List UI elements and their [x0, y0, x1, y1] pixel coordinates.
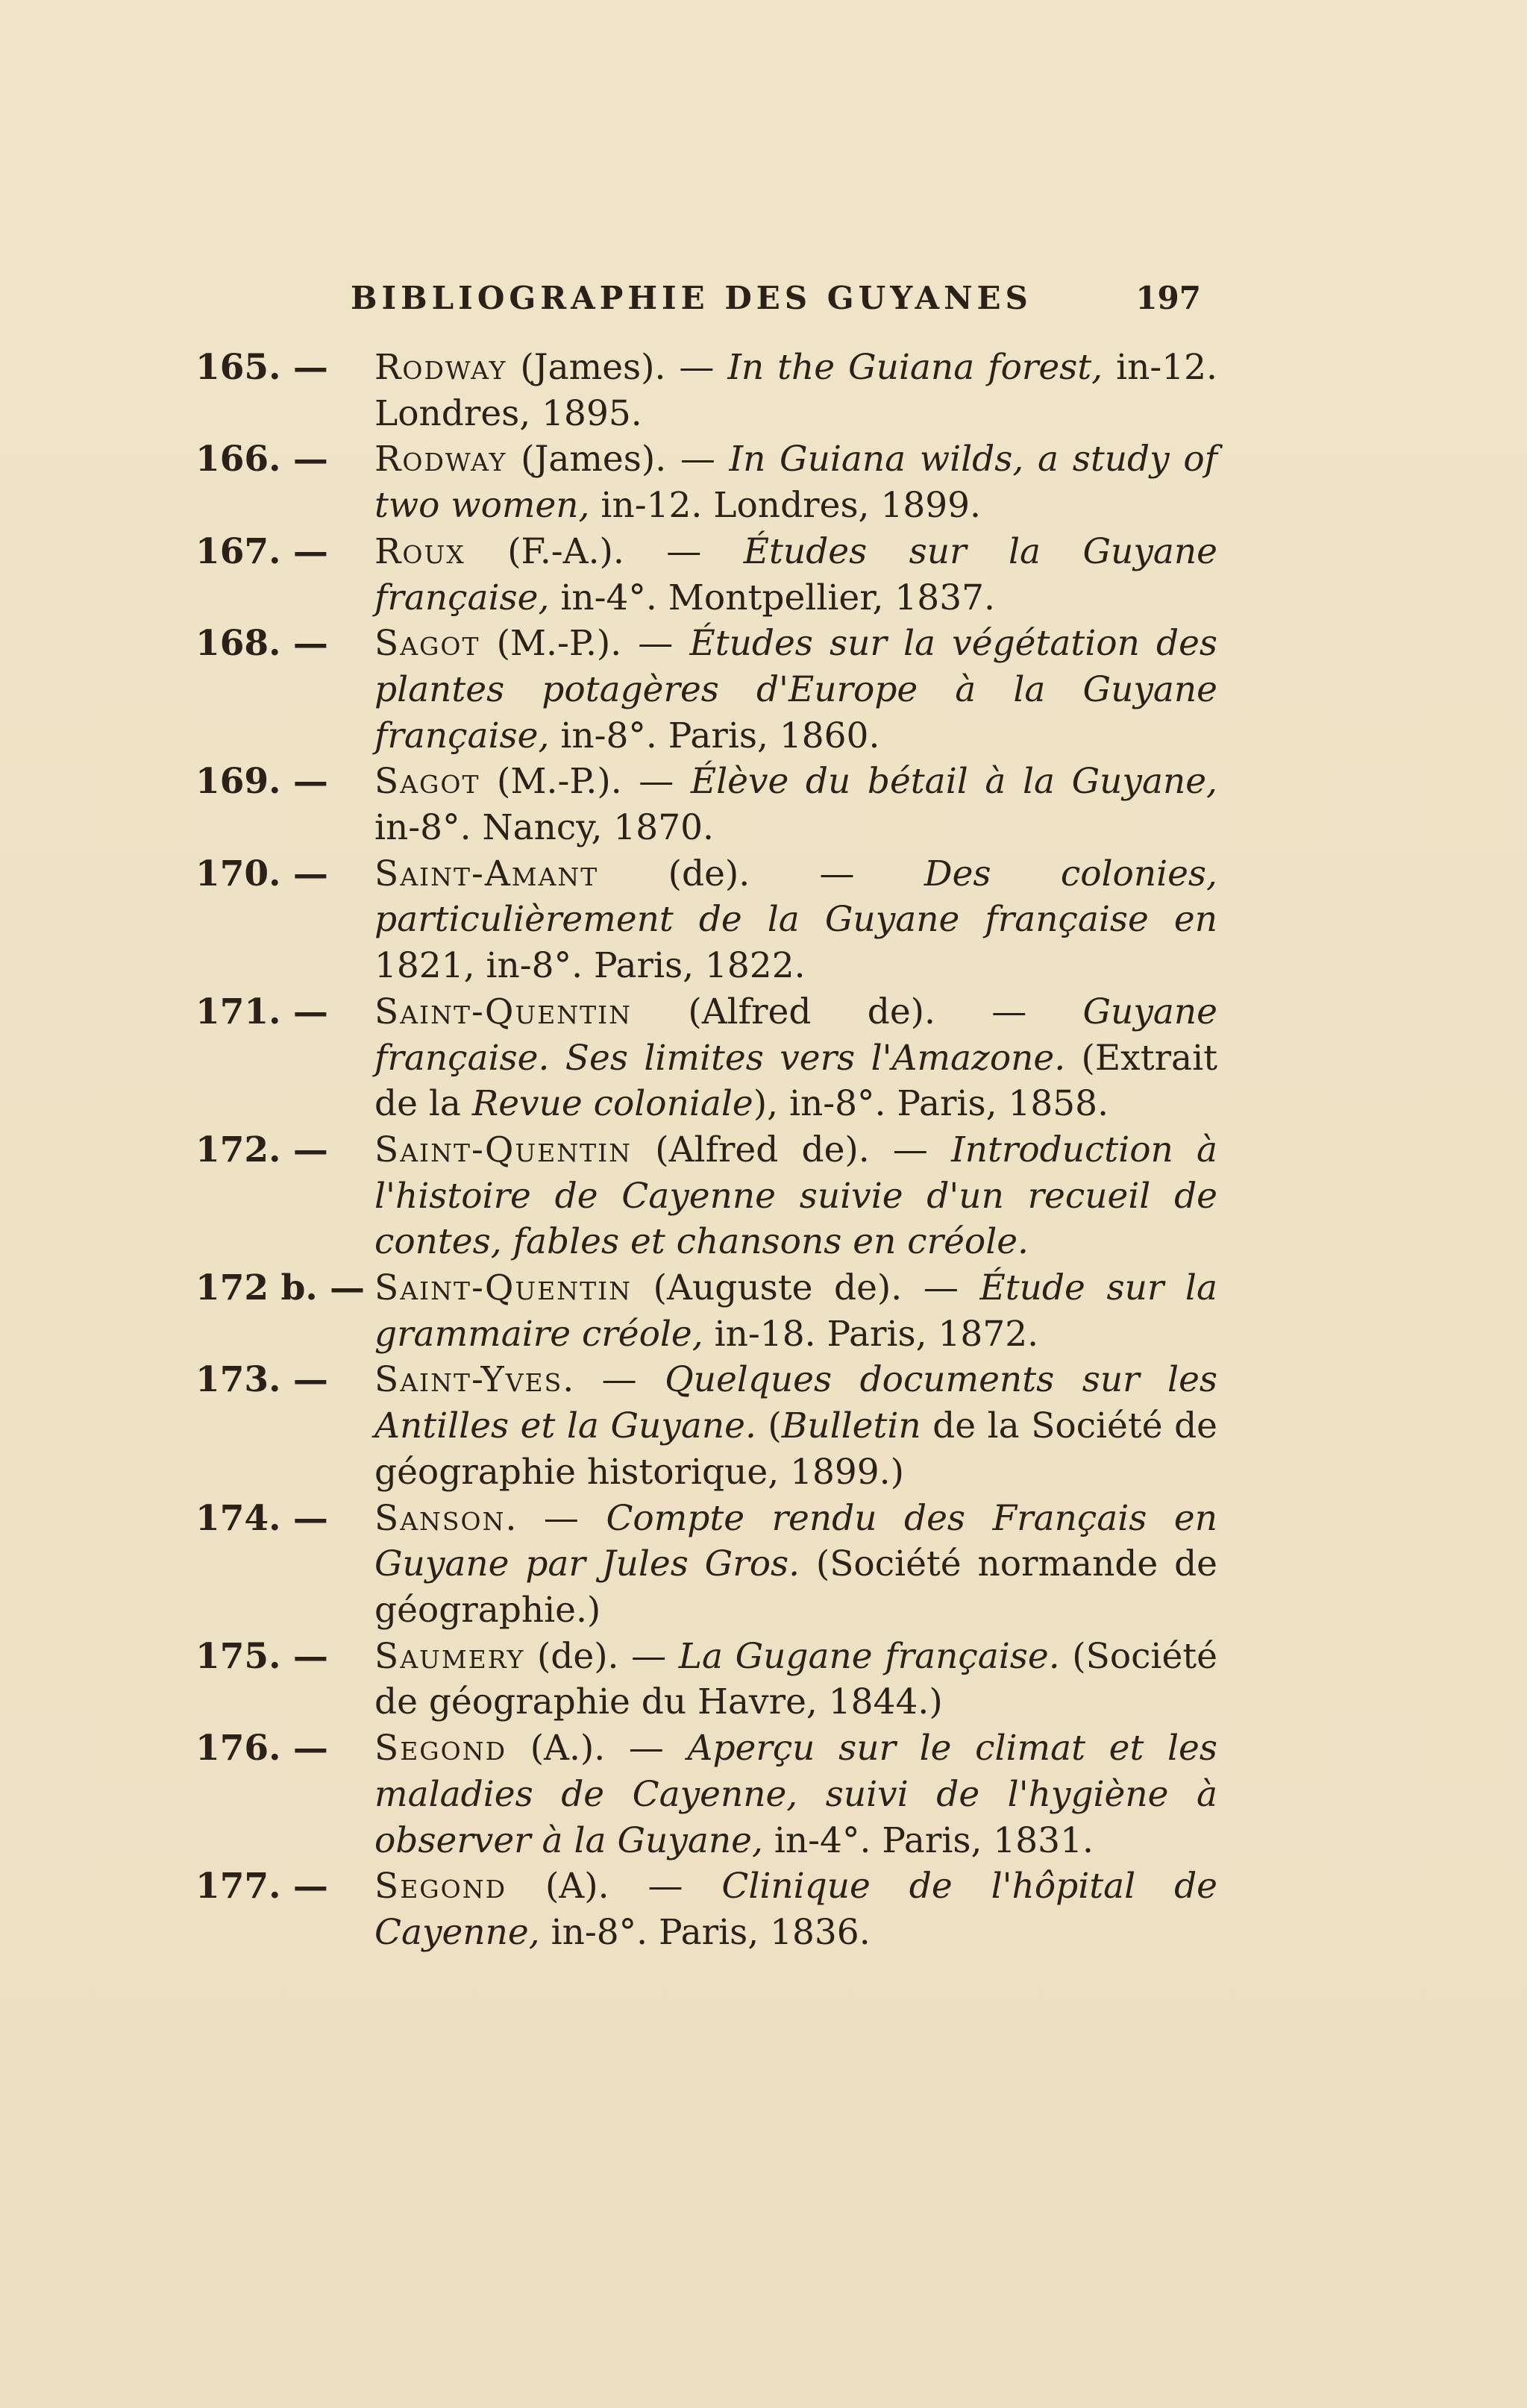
- entry-author: Segond: [374, 1728, 507, 1769]
- entry-number: 171. —: [195, 991, 328, 1032]
- entry-author-details: (James). —: [507, 439, 730, 480]
- entry-number: 169. —: [195, 761, 328, 803]
- bibliography-entry: [195, 1127, 1217, 1265]
- entry-text: [374, 621, 1217, 759]
- entry-author: Roux: [374, 530, 465, 572]
- entry-text: [374, 1863, 1217, 1955]
- bibliography-entry: [195, 345, 1217, 436]
- entry-text: [374, 1725, 1217, 1863]
- entry-author: Rodway: [374, 439, 507, 480]
- page-number: 197: [1135, 280, 1201, 316]
- entry-number: 167. —: [195, 530, 328, 572]
- entry-publication: in-4°. Montpellier, 1837.: [549, 577, 995, 618]
- entry-title: La Gugane française.: [678, 1635, 1060, 1677]
- entry-title: In Guiana wilds, a study of two women,: [374, 439, 1218, 527]
- entry-number: 172. —: [195, 1129, 328, 1170]
- running-head: [351, 280, 1201, 324]
- entry-text: [374, 436, 1217, 528]
- entry-publication-extra: ), in-8°. Paris, 1858.: [753, 1083, 1109, 1125]
- entry-author-details: . —: [562, 1359, 665, 1401]
- bibliography-entry: [195, 851, 1217, 989]
- bibliography-entry: [195, 1265, 1217, 1357]
- entry-number: 165. —: [195, 347, 328, 388]
- entry-author-details: (A). —: [507, 1866, 722, 1907]
- entry-text: [374, 1127, 1217, 1265]
- entry-author-details: (M.-P.). —: [480, 761, 691, 803]
- entry-publication: in-4°. Paris, 1831.: [762, 1819, 1094, 1861]
- entry-title: Élève du bétail à la Guyane,: [690, 761, 1217, 803]
- entry-publication: 1821, in-8°. Paris, 1822.: [374, 945, 806, 987]
- entry-author-details: (Alfred de). —: [632, 991, 1083, 1032]
- entry-title: Étude sur la grammaire créole,: [374, 1267, 1217, 1355]
- entry-author-details: (M.-P.). —: [480, 623, 690, 665]
- entry-publication: (Société de géographie du Havre, 1844.): [374, 1635, 1217, 1723]
- entry-publication: (: [756, 1405, 782, 1447]
- entry-number: 175. —: [195, 1635, 328, 1677]
- entry-secondary-title: Revue coloniale: [471, 1083, 753, 1125]
- entry-author: Segond: [374, 1866, 507, 1907]
- entry-text: [374, 1634, 1217, 1725]
- entry-author: Rodway: [374, 347, 507, 388]
- entry-number: 166. —: [195, 439, 328, 480]
- entry-author: Saint-Quentin: [374, 991, 633, 1032]
- entry-number: 172 b. —: [195, 1267, 366, 1309]
- entry-publication: in-12. Londres, 1899.: [589, 485, 981, 527]
- entry-author-details: (Auguste de). —: [632, 1267, 980, 1309]
- entry-author: Saint-Yves: [374, 1359, 563, 1401]
- entry-publication: in-18. Paris, 1872.: [703, 1313, 1039, 1355]
- entry-author: Saint-Amant: [374, 853, 599, 894]
- entry-author: Saumery: [374, 1635, 525, 1677]
- bibliography-entry: [195, 989, 1217, 1127]
- entry-number: 174. —: [195, 1497, 328, 1539]
- entry-author: Sanson: [374, 1497, 506, 1539]
- entry-publication-extra: de la Société de géographie historique, 1899.): [374, 1405, 1217, 1493]
- entry-title: Guyane française. Ses limites vers l'Amazone.: [374, 991, 1217, 1079]
- bibliography-entry: [195, 1634, 1217, 1725]
- entry-title: Introduction à l'histoire de Cayenne suivie d'un recueil de contes, fables et chansons en créole.: [374, 1129, 1217, 1263]
- bibliography-entry: [195, 1357, 1217, 1495]
- entry-author-details: (F.-A.). —: [465, 530, 744, 572]
- entry-title: In the Guiana forest,: [727, 347, 1103, 388]
- entry-text: [374, 989, 1217, 1127]
- entry-author-details: (A.). —: [507, 1728, 688, 1769]
- entry-title: Clinique de l'hôpital de Cayenne,: [374, 1866, 1217, 1953]
- bibliography-entry: [195, 621, 1217, 759]
- entry-author: Saint-Quentin: [374, 1129, 633, 1170]
- entry-publication: in-8°. Paris, 1860.: [549, 715, 880, 756]
- entry-title: Des colonies, particulièrement de la Guyane française en: [374, 853, 1217, 941]
- bibliography-list: [195, 345, 1217, 1956]
- entry-number: 177. —: [195, 1866, 328, 1907]
- entry-publication: (Extrait de la: [374, 1037, 1217, 1125]
- entry-text: [374, 851, 1217, 989]
- entry-author-details: (James). —: [507, 347, 728, 388]
- entry-title: Études sur la Guyane française,: [374, 530, 1217, 618]
- entry-text: [374, 759, 1217, 850]
- bibliography-entry: [195, 1725, 1217, 1863]
- entry-publication: in-12. Londres, 1895.: [374, 347, 1217, 434]
- entry-secondary-title: Bulletin: [781, 1405, 921, 1447]
- entry-title: Aperçu sur le climat et les maladies de Cayenne, suivi de l'hygiène à observer à la Guyane,: [374, 1728, 1217, 1861]
- entry-publication: in-8°. Nancy, 1870.: [374, 807, 714, 849]
- entry-title: Études sur la végétation des plantes potagères d'Europe à la Guyane française,: [374, 623, 1217, 756]
- entry-author-details: (de). —: [598, 853, 924, 894]
- entry-text: [374, 1265, 1217, 1357]
- entry-title: Compte rendu des Français en Guyane par Jules Gros.: [374, 1497, 1217, 1585]
- entry-author-details: (Alfred de). —: [632, 1129, 952, 1170]
- entry-author: Saint-Quentin: [374, 1267, 633, 1309]
- bibliography-entry: [195, 529, 1217, 621]
- entry-author-details: . —: [505, 1497, 606, 1539]
- entry-number: 176. —: [195, 1728, 328, 1769]
- entry-number: 170. —: [195, 853, 328, 894]
- bibliography-entry: [195, 436, 1217, 528]
- bibliography-entry: [195, 1863, 1217, 1955]
- running-title: BIBLIOGRAPHIE DES GUYANES: [351, 280, 1032, 316]
- entry-author-details: (de). —: [524, 1635, 679, 1677]
- entry-text: [374, 345, 1217, 436]
- bibliography-entry: [195, 1496, 1217, 1634]
- entry-publication: (Société normande de géographie.): [374, 1543, 1217, 1631]
- entry-number: 168. —: [195, 623, 328, 665]
- entry-publication: in-8°. Paris, 1836.: [539, 1911, 871, 1953]
- entry-text: [374, 1496, 1217, 1634]
- entry-author: Sagot: [374, 623, 480, 665]
- entry-author: Sagot: [374, 761, 480, 803]
- entry-number: 173. —: [195, 1359, 328, 1401]
- entry-text: [374, 529, 1217, 621]
- entry-title: Quelques documents sur les Antilles et la Guyane.: [374, 1359, 1218, 1447]
- entry-text: [374, 1357, 1217, 1495]
- bibliography-entry: [195, 759, 1217, 850]
